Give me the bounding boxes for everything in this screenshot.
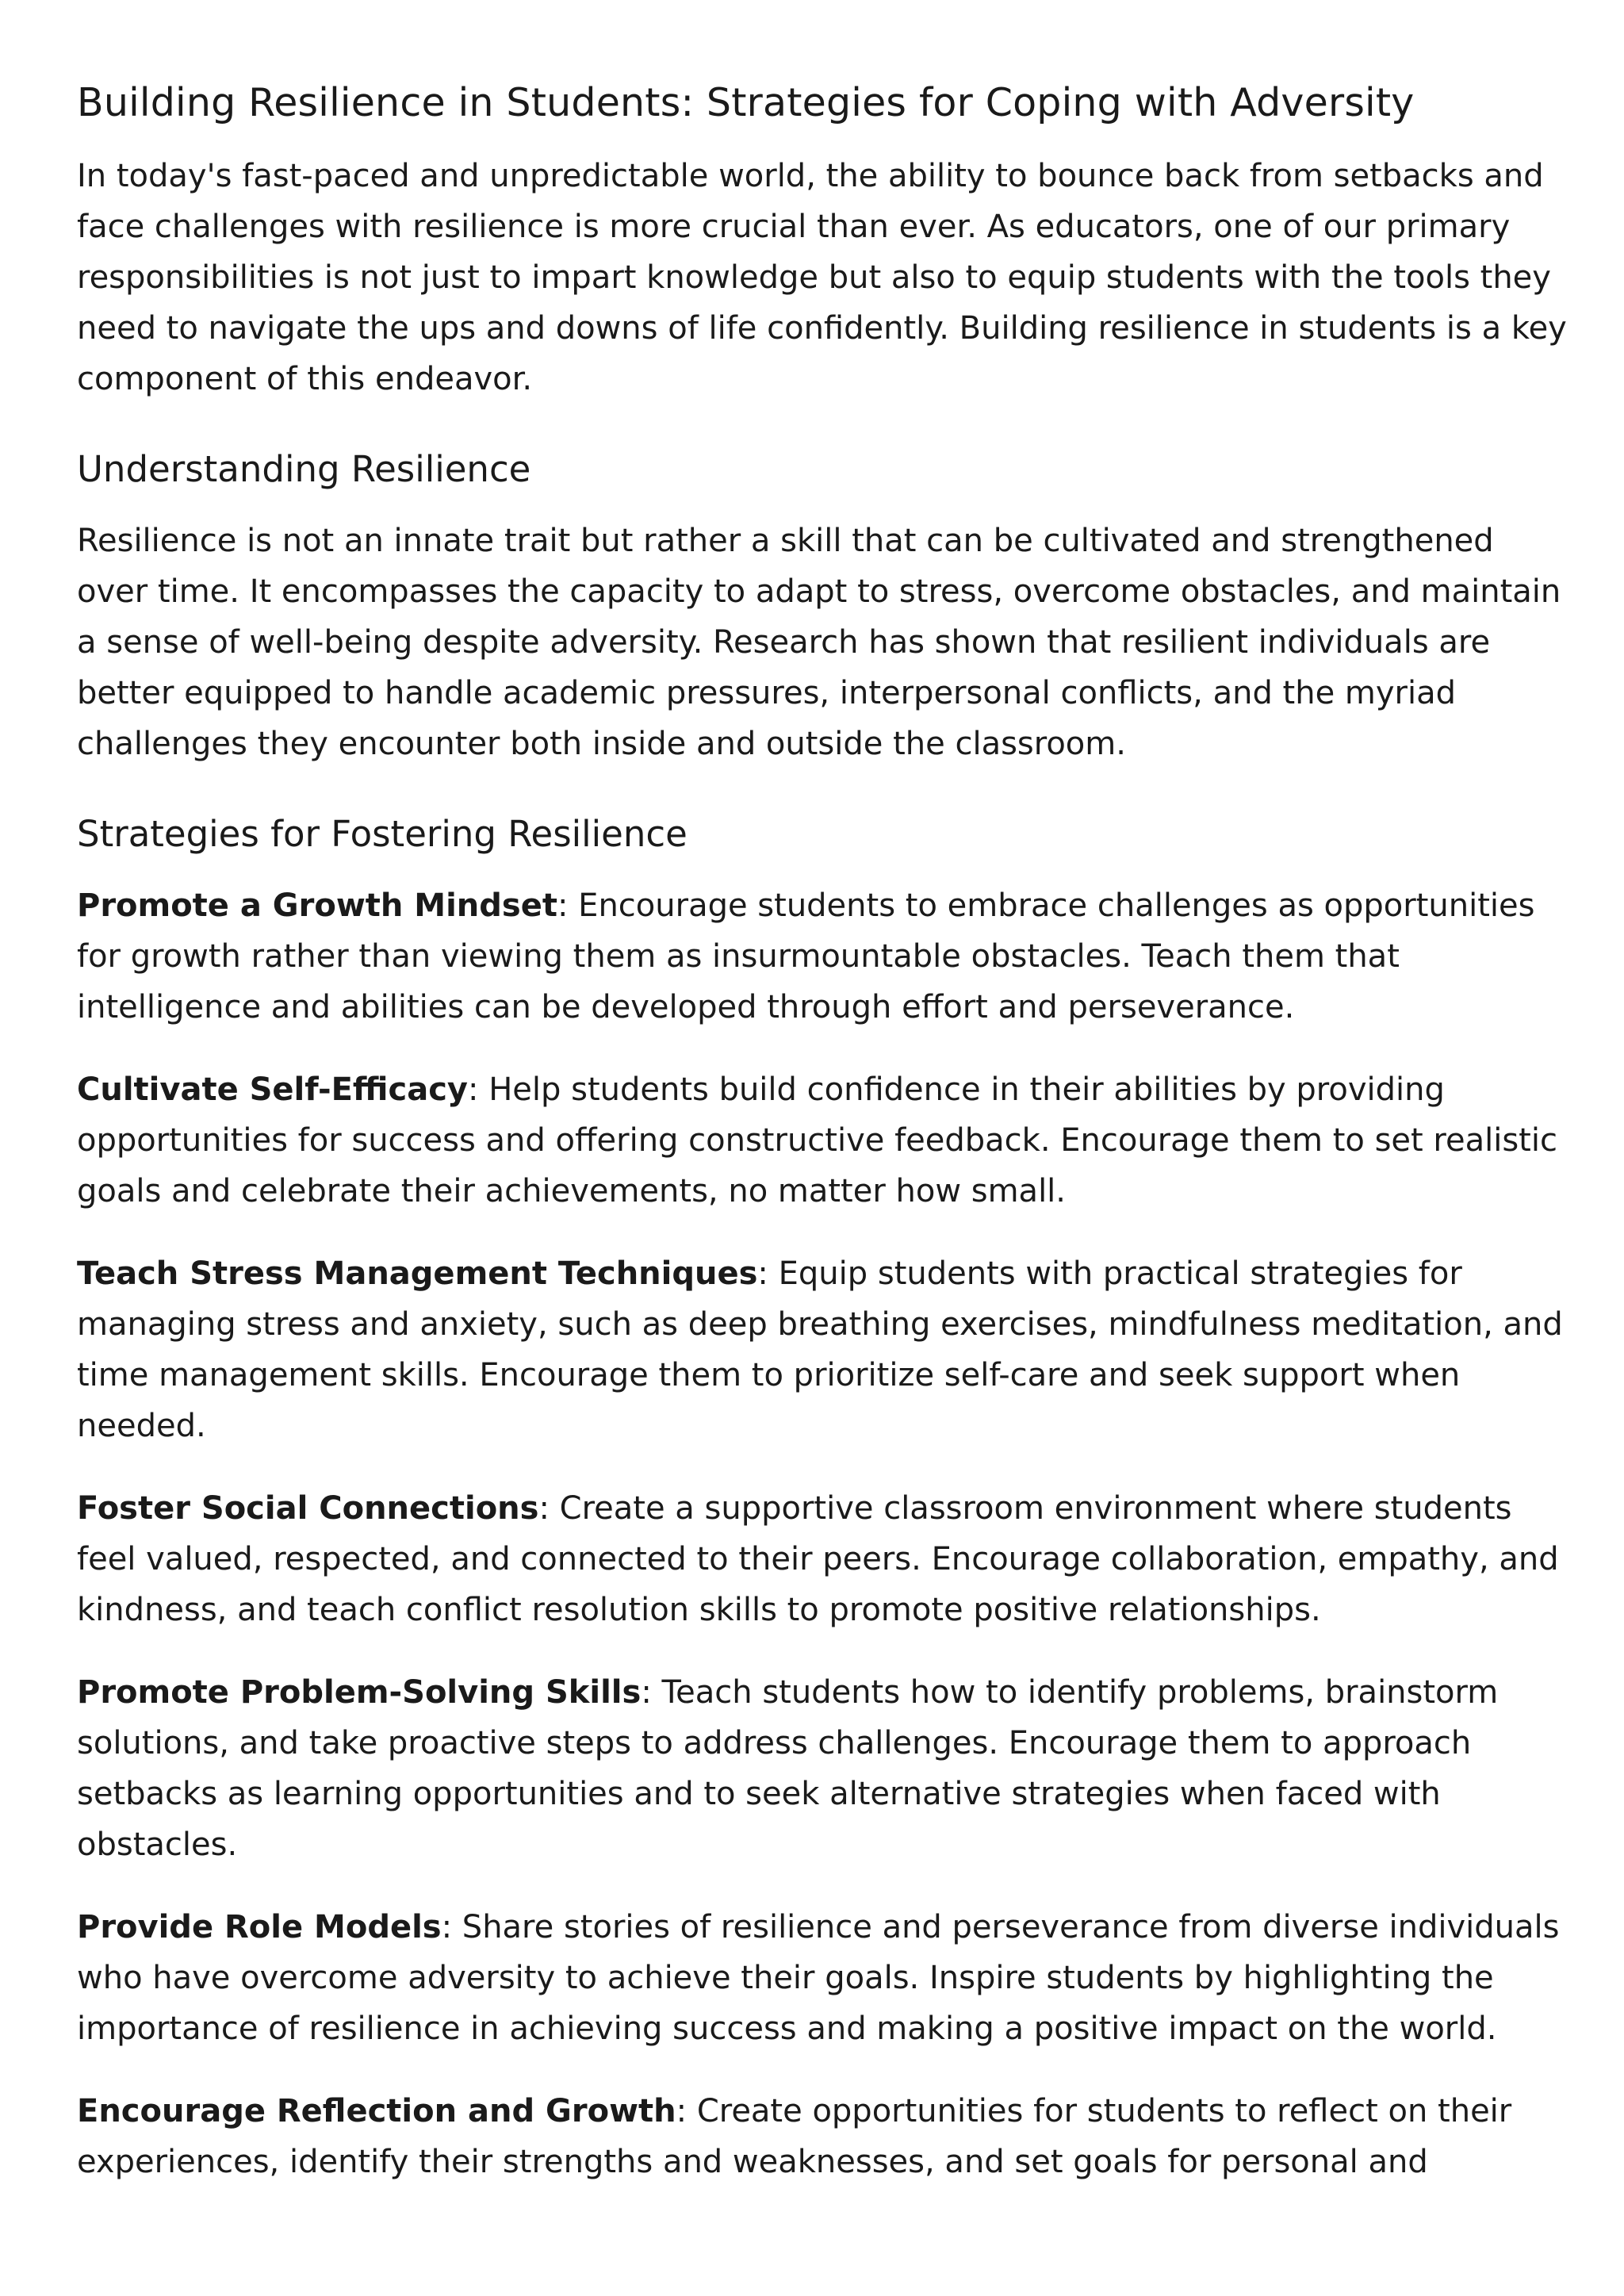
strategy-text: : Create opportunities for students to reflect on their experiences, identify their strengths and weaknesses, and set goals for personal and: [77, 2093, 1512, 2180]
strategy-term: Teach Stress Management Techniques: [77, 1255, 758, 1292]
strategy-text: : Share stories of resilience and perseverance from diverse individuals who have overcome adversity to achieve their goals. Inspire students by highlighting the importance of resilience in achieving success and making a positive impact on the world.: [77, 1909, 1560, 2047]
strategy-term: Promote Problem-Solving Skills: [77, 1674, 642, 1711]
strategy-text: : Create a supportive classroom environment where students feel valued, respected, and connected to their peers. Encourage collaboration, empathy, and kindness, and teach conflict resolution skills to promote positive relationships.: [77, 1490, 1559, 1628]
strategy-term: Provide Role Models: [77, 1909, 442, 1945]
strategy-term: Cultivate Self-Efficacy: [77, 1071, 468, 1108]
strategy-item: [77, 1248, 1568, 1451]
understanding-paragraph: Resilience is not an innate trait but rather a skill that can be cultivated and strengthened over time. It encompasses the capacity to adapt to stress, overcome obstacles, and maintain a sense of well-being despite adversity. Research has shown that resilient individuals are better equipped to handle academic pressures, interpersonal conflicts, and the myriad challenges they encounter both inside and outside the classroom.: [77, 523, 1561, 762]
strategy-term: Encourage Reflection and Growth: [77, 2093, 676, 2129]
strategy-item: [77, 1483, 1568, 1635]
section-heading-understanding: Understanding Resilience: [77, 448, 531, 490]
section-heading-strategies: Strategies for Fostering Resilience: [77, 813, 688, 855]
strategy-text: : Teach students how to identify problems, brainstorm solutions, and take proactive steps to address challenges. Encourage them to approach setbacks as learning opportunities and to seek alternative strategies when faced with obstacles.: [77, 1674, 1499, 1863]
strategy-term: Foster Social Connections: [77, 1490, 539, 1527]
intro-paragraph: In today's fast-paced and unpredictable world, the ability to bounce back from setbacks and face challenges with resilience is more crucial than ever. As educators, one of our primary responsibilities is not just to impart knowledge but also to equip students with the tools they need to navigate the ups and downs of life confidently. Building resilience in students is a key component of this endeavor.: [77, 158, 1567, 397]
strategy-text: : Equip students with practical strategies for managing stress and anxiety, such as deep breathing exercises, mindfulness meditation, and time management skills. Encourage them to prioritize self-care and seek support when needed.: [77, 1255, 1563, 1444]
strategy-item: [77, 2086, 1568, 2187]
strategy-text: : Help students build confidence in their abilities by providing opportunities for success and offering constructive feedback. Encourage them to set realistic goals and celebrate their achievements, no matter how small.: [77, 1071, 1557, 1209]
page-title: Building Resilience in Students: Strategies for Coping with Adversity: [77, 80, 1415, 125]
strategy-item: [77, 880, 1568, 1033]
strategy-item: [77, 1064, 1568, 1217]
document-page: [77, 70, 1568, 2219]
strategy-item: [77, 1902, 1568, 2054]
strategy-term: Promote a Growth Mindset: [77, 887, 557, 924]
strategy-item: [77, 1667, 1568, 1870]
strategy-text: : Encourage students to embrace challenges as opportunities for growth rather than viewing them as insurmountable obstacles. Teach them that intelligence and abilities can be developed through effort and perseverance.: [77, 887, 1535, 1025]
